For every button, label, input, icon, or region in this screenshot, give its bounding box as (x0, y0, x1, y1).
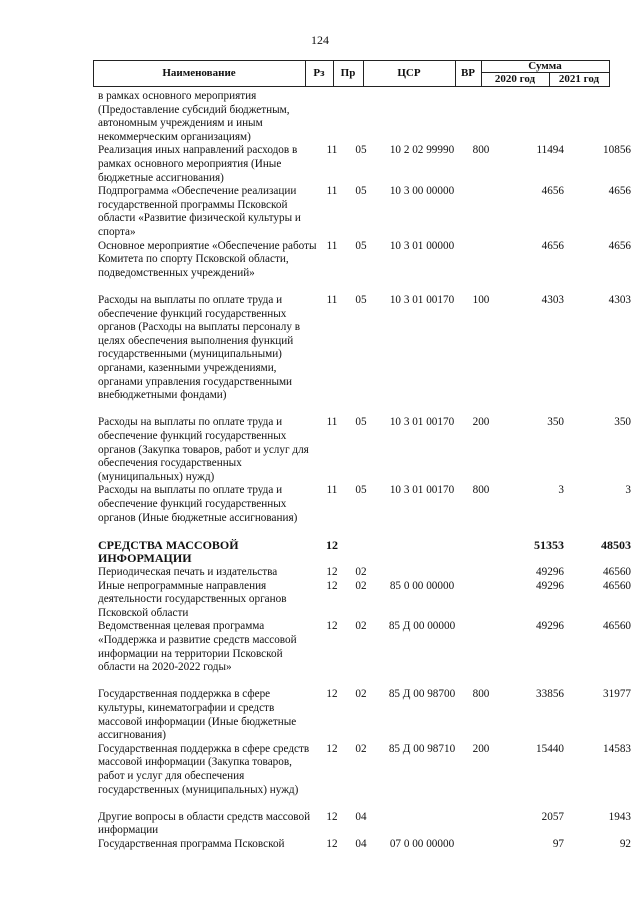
cell-pr: 02 (355, 565, 367, 578)
cell-s2021: 1943 (608, 810, 631, 823)
cell-s2021: 48503 (601, 537, 631, 552)
cell-csr (376, 90, 468, 144)
cell-s2020: 350 (547, 416, 564, 429)
cell-csr: 85 Д 00 98710 (388, 742, 456, 755)
cell-vr: 200 (472, 742, 490, 755)
cell-rz: 12 (326, 688, 338, 701)
table-row (0, 566, 640, 580)
cell-csr: 10 3 01 00170 (389, 293, 455, 306)
cell-csr: 10 3 01 00170 (389, 484, 455, 497)
table-row (0, 743, 640, 811)
cell-vr: 200 (472, 416, 490, 429)
cell-s2021: 14583 (603, 742, 631, 755)
cell-csr: 85 Д 00 00000 (388, 620, 456, 633)
cell-name: Периодическая печать и издательства (98, 565, 278, 578)
cell-rz: 11 (326, 293, 338, 306)
cell-s2021: 46560 (603, 579, 631, 592)
cell-vr (468, 620, 494, 688)
table-header (93, 60, 610, 87)
cell-csr: 07 0 00 00000 (389, 837, 455, 850)
cell-s2021: 4303 (608, 293, 631, 306)
cell-pr: 05 (355, 185, 367, 198)
table-row (0, 539, 640, 566)
table-row (0, 484, 640, 538)
cell-csr (376, 811, 468, 838)
cell-name: Расходы на выплаты по оплате труда и обеспечение функций государственных органов (Расходы на выплаты персоналу в целях обеспечения выполнения функций государственными (муниципальными) органами, казенными учреждениями, органами управления государственными внебюджетными фондами) (98, 293, 300, 402)
cell-s2020: 4656 (541, 239, 564, 252)
table-row (0, 580, 640, 621)
cell-s2020: 97 (552, 837, 564, 850)
cell-vr: 800 (472, 144, 490, 157)
cell-rz: 12 (326, 837, 338, 850)
cell-rz: 11 (326, 239, 338, 252)
page-number: 124 (311, 33, 329, 47)
cell-pr: 05 (355, 293, 367, 306)
cell-name: Государственная поддержка в сфере средств массовой информации (Закупка товаров, работ и услуг для обеспечения государственных (муниципальных) нужд) (98, 742, 310, 796)
cell-csr: 10 3 01 00000 (389, 239, 455, 252)
cell-pr: 05 (355, 416, 367, 429)
table-row (0, 240, 640, 294)
cell-rz: 12 (326, 565, 338, 578)
cell-s2020: 51353 (534, 537, 564, 552)
cell-name: в рамках основного мероприятия (Предоставление субсидий бюджетным, автономным учреждениям и иным некоммерческим организациям) (98, 90, 290, 143)
header-name: Наименование (162, 67, 236, 79)
cell-name: Реализация иных направлений расходов в рамках основного мероприятия (Иные бюджетные ассигнования) (98, 144, 298, 184)
table-row (0, 688, 640, 742)
cell-s2021: 3 (625, 484, 631, 497)
cell-pr: 02 (355, 688, 367, 701)
cell-vr (468, 90, 494, 144)
cell-pr: 02 (355, 742, 367, 755)
cell-name: Основное мероприятие «Обеспечение работы Комитета по спорту Псковской области, подведомственных учреждений» (98, 239, 317, 279)
cell-rz: 12 (326, 742, 338, 755)
cell-rz: 11 (326, 185, 338, 198)
cell-csr (376, 539, 468, 566)
cell-pr: 04 (355, 810, 367, 823)
table-body (0, 90, 640, 852)
cell-s2020: 4303 (541, 293, 564, 306)
cell-pr: 05 (355, 239, 367, 252)
cell-csr: 10 3 01 00170 (389, 416, 455, 429)
table-row (0, 294, 640, 416)
cell-csr: 10 3 00 00000 (389, 185, 455, 198)
cell-s2021 (564, 90, 631, 144)
cell-pr: 02 (355, 579, 367, 592)
header-rz: Рз (313, 67, 325, 79)
cell-name: Другие вопросы в области средств массовой информации (98, 810, 311, 837)
header-summa: Сумма (528, 60, 562, 72)
cell-name: Подпрограмма «Обеспечение реализации государственной программы Псковской области «Развитие физической культуры и спорта» (98, 185, 301, 238)
cell-rz: 12 (326, 810, 338, 823)
header-2020: 2020 год (494, 73, 536, 85)
cell-pr: 04 (355, 837, 367, 850)
cell-vr: 100 (472, 293, 490, 306)
cell-s2021: 350 (614, 416, 631, 429)
cell-s2021: 10856 (603, 144, 631, 157)
cell-s2020 (494, 90, 564, 144)
cell-s2020: 33856 (536, 688, 564, 701)
cell-vr (468, 566, 494, 580)
cell-rz: 12 (326, 620, 338, 633)
table-row (0, 185, 640, 239)
header-2021: 2021 год (558, 73, 600, 85)
cell-rz: 12 (326, 537, 338, 552)
table-row (0, 811, 640, 838)
cell-vr (468, 240, 494, 294)
cell-pr (346, 539, 376, 566)
cell-vr: 800 (472, 688, 490, 701)
cell-name: Государственная программа Псковской (98, 837, 285, 850)
cell-name: Государственная поддержка в сфере культуры, кинематографии и средств массовой информации (Иные бюджетные ассигнования) (98, 688, 297, 742)
cell-csr (376, 566, 468, 580)
table-row (0, 144, 640, 185)
cell-vr (468, 185, 494, 239)
cell-vr (468, 580, 494, 621)
table-row (0, 416, 640, 484)
cell-s2021: 31977 (603, 688, 631, 701)
cell-name: Ведомственная целевая программа «Поддержка и развитие средств массовой информации на территории Псковской области на 2020-2022 годы» (98, 620, 297, 674)
cell-csr: 10 2 02 99990 (389, 144, 455, 157)
cell-rz: 11 (326, 144, 338, 157)
cell-s2021: 92 (619, 837, 631, 850)
cell-rz: 11 (326, 416, 338, 429)
table-row (0, 838, 640, 852)
table-row (0, 90, 640, 144)
cell-s2020: 11494 (536, 144, 564, 157)
cell-s2021: 4656 (608, 185, 631, 198)
header-vr: ВР (460, 67, 476, 79)
cell-name: Иные непрограммные направления деятельности государственных органов Псковской области (98, 579, 287, 619)
cell-rz: 11 (326, 484, 338, 497)
cell-s2021: 4656 (608, 239, 631, 252)
cell-pr (346, 90, 376, 144)
cell-s2020: 49296 (536, 579, 564, 592)
cell-s2020: 2057 (541, 810, 564, 823)
cell-pr: 05 (355, 484, 367, 497)
cell-s2021: 46560 (603, 620, 631, 633)
cell-pr: 02 (355, 620, 367, 633)
cell-s2020: 4656 (541, 185, 564, 198)
cell-vr (468, 811, 494, 838)
cell-name: СРЕДСТВА МАССОВОЙ ИНФОРМАЦИИ (98, 537, 239, 566)
cell-s2021: 46560 (603, 565, 631, 578)
cell-csr: 85 0 00 00000 (389, 579, 455, 592)
cell-s2020: 15440 (536, 742, 564, 755)
cell-name: Расходы на выплаты по оплате труда и обеспечение функций государственных органов (Закупка товаров, работ и услуг для обеспечения государственных (муниципальных) нужд) (98, 416, 309, 483)
header-csr: ЦСР (397, 67, 421, 79)
header-pr: Пр (340, 67, 356, 79)
cell-csr: 85 Д 00 98700 (388, 688, 456, 701)
cell-s2020: 3 (558, 484, 564, 497)
cell-vr: 800 (472, 484, 490, 497)
cell-name: Расходы на выплаты по оплате труда и обеспечение функций государственных органов (Иные бюджетные ассигнования) (98, 484, 298, 524)
table-row (0, 620, 640, 688)
cell-vr (468, 838, 494, 852)
cell-pr: 05 (355, 144, 367, 157)
cell-s2020: 49296 (536, 620, 564, 633)
cell-rz: 12 (326, 579, 338, 592)
cell-s2020: 49296 (536, 565, 564, 578)
cell-vr (468, 539, 494, 566)
cell-rz (318, 90, 346, 144)
